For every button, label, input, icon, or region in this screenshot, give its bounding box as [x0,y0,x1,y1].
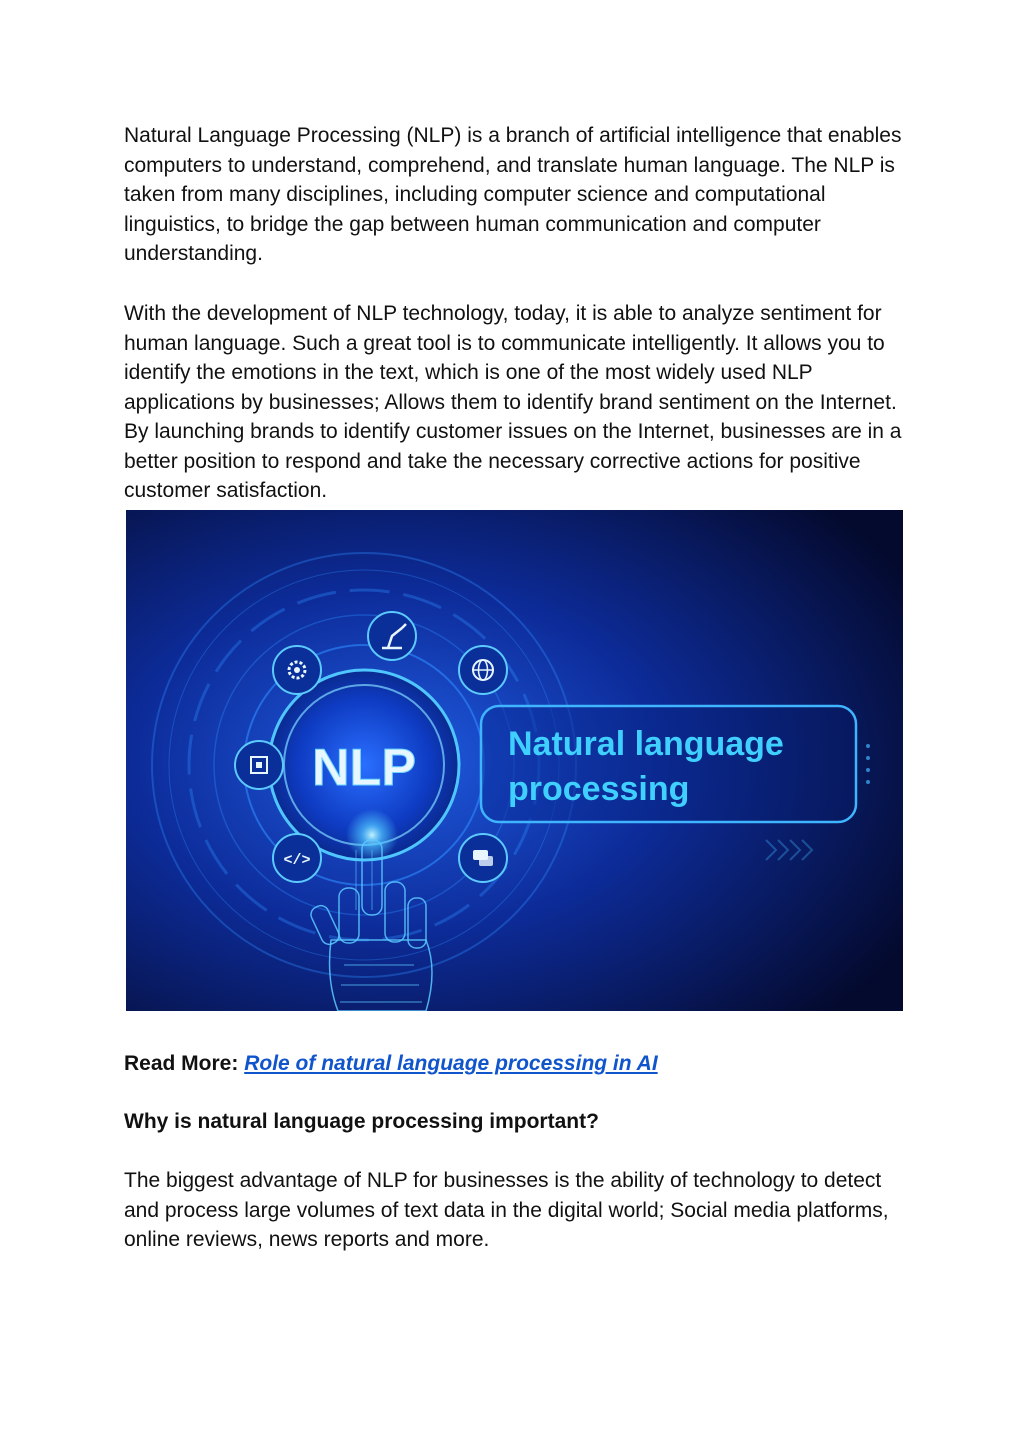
read-more-line [124,1049,658,1078]
code-icon [273,834,321,882]
intro-paragraph: Natural Language Processing (NLP) is a branch of artificial intelligence that enables computers to understand, comprehend, and translate human language. The NLP is taken from many disciplines, including computer science and computational linguistics, to bridge the gap between human communication and computer understanding. [124,124,902,265]
caption-box [481,706,870,822]
svg-text:</>: </> [283,852,311,869]
robot-arm-icon [368,612,416,660]
globe-icon [459,646,507,694]
caption-line-2: processing [508,770,690,808]
nlp-hero-image [126,510,903,1011]
section-heading: Why is natural language processing important? [124,1110,599,1133]
caption-line-1: Natural language [508,725,784,763]
read-more-link[interactable]: Role of natural language processing in AI [244,1052,658,1075]
advantage-paragraph: The biggest advantage of NLP for businesses is the ability of technology to detect and process large volumes of text data in the digital world; Social media platforms, online reviews, news reports and more. [124,1169,889,1251]
read-more-label: Read More: [124,1052,239,1075]
nlp-badge: NLP [312,739,416,797]
chat-icon [459,834,507,882]
gear-icon [273,646,321,694]
chip-icon [235,741,283,789]
sentiment-paragraph: With the development of NLP technology, today, it is able to analyze sentiment for human language. Such a great tool is to communicate intelligently. It allows you to identify the emotions in the text, which is one of the most widely used NLP applications by businesses; Allows them to identify brand sentiment on the Internet. By launching brands to identify customer issues on the Internet, businesses are in a better position to respond and take the necessary corrective actions for positive customer satisfaction. [124,302,902,502]
